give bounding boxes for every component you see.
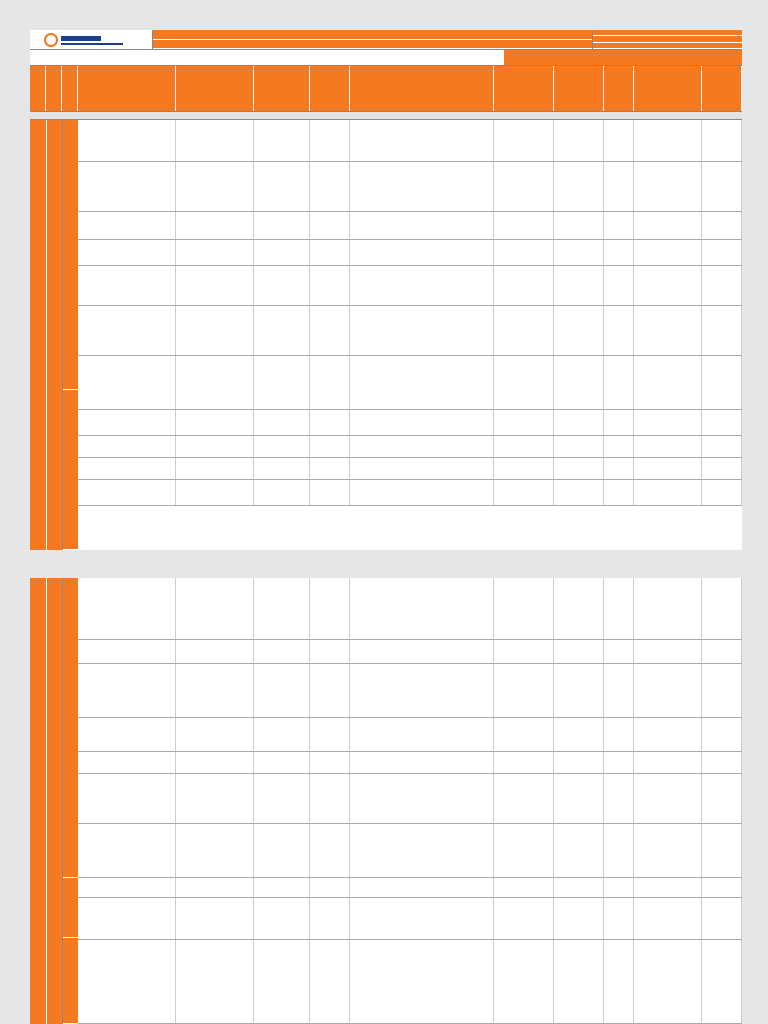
column-header (176, 66, 254, 111)
group-label (63, 120, 78, 390)
table-row (78, 664, 742, 718)
table-row (78, 410, 742, 436)
group-label (63, 878, 78, 938)
table-row (78, 436, 742, 458)
column-header (254, 66, 310, 111)
table-row (78, 120, 742, 162)
table-rows (78, 120, 742, 550)
company-logo (30, 30, 152, 49)
left-column (46, 578, 62, 1024)
column-header (30, 66, 46, 111)
group-label-column (62, 120, 78, 550)
column-header (350, 66, 494, 111)
table-row (78, 774, 742, 824)
sheet-1 (30, 30, 742, 550)
column-header (310, 66, 350, 111)
left-column (30, 578, 46, 1024)
column-header (554, 66, 604, 111)
table-row (78, 266, 742, 306)
table-rows (78, 578, 742, 1024)
table-row (78, 212, 742, 240)
evaluation-band (504, 50, 742, 65)
group-label-column (62, 578, 78, 1024)
table-row (78, 162, 742, 212)
table-row (78, 458, 742, 480)
group-label (63, 390, 78, 550)
table-row (78, 306, 742, 356)
table-body (30, 120, 742, 550)
table-row (78, 718, 742, 752)
table-row (78, 240, 742, 266)
column-header (604, 66, 634, 111)
column-header (62, 66, 78, 111)
table-row (78, 878, 742, 898)
column-header (46, 66, 62, 111)
sheet-2 (30, 578, 742, 1024)
title-block (152, 30, 592, 49)
table-row (78, 898, 742, 940)
left-column (30, 120, 46, 550)
table-row (78, 480, 742, 506)
column-header (78, 66, 176, 111)
column-header (702, 66, 742, 111)
table-row (78, 640, 742, 664)
table-row (78, 940, 742, 1024)
section-title-row (30, 112, 742, 120)
table-body (30, 578, 742, 1024)
column-header (634, 66, 702, 111)
table-row (78, 824, 742, 878)
table-row (78, 752, 742, 774)
logo-mark-icon (43, 32, 139, 48)
left-column (46, 120, 62, 550)
table-row (78, 356, 742, 410)
evaluation-band-row (30, 50, 742, 66)
document-header (30, 30, 742, 50)
column-header (494, 66, 554, 111)
table-row (78, 578, 742, 640)
group-label (63, 938, 78, 1024)
group-label (63, 578, 78, 878)
document-control (592, 30, 742, 49)
column-header-row (30, 66, 742, 112)
